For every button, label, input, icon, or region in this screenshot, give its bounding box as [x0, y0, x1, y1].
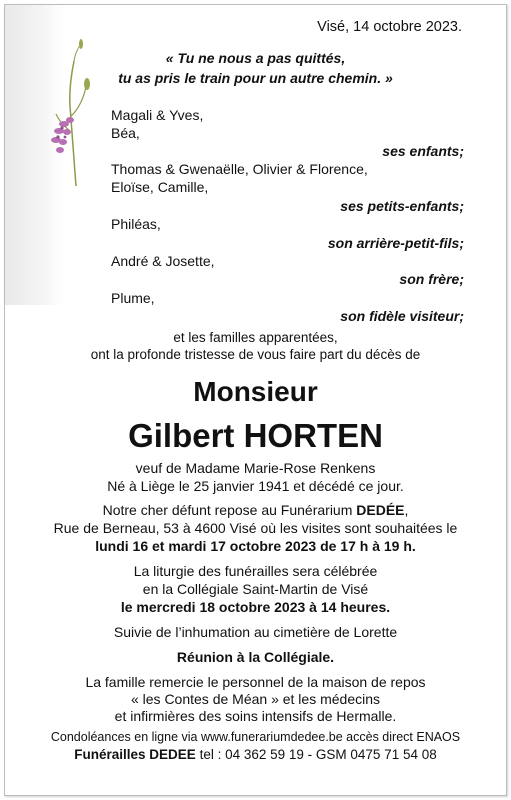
repose-comma: ,: [404, 502, 409, 518]
repose-line-1: [0, 502, 511, 518]
family-relation: son fidèle visiteur;: [340, 308, 464, 324]
family-names: Thomas & Gwenaëlle, Olivier & Florence,: [111, 161, 368, 177]
liturgy-line-1: La liturgie des funérailles sera célébrée: [133, 563, 378, 579]
company-name: Funérailles DEDEE: [74, 747, 196, 762]
condolences-line: Condoléances en ligne via www.funerariumdedee.be accès direct ENAOS: [50, 730, 461, 744]
liturgy-date: le mercredi 18 octobre 2023 à 14 heures.: [120, 599, 391, 615]
bio-line-1: veuf de Madame Marie-Rose Renkens: [135, 460, 376, 476]
quote-line-2: tu as pris le train pour un autre chemin. »: [118, 70, 393, 86]
burial-line: Suivie de l’inhumation au cimetière de Lorette: [113, 624, 398, 640]
funerarium-name: DEDÉE: [356, 502, 405, 518]
announcement-date: Visé, 14 octobre 2023.: [317, 19, 462, 35]
deceased-name: Gilbert HORTEN: [128, 417, 383, 454]
family-relation: son arrière-petit-fils;: [327, 235, 464, 251]
family-names: Magali & Yves,: [111, 107, 204, 123]
phone-numbers: tel : 04 362 59 19 - GSM 0475 71 54 08: [195, 747, 437, 762]
family-names: Philéas,: [111, 216, 161, 232]
family-names: Plume,: [111, 290, 155, 306]
family-relation: ses petits-enfants;: [340, 198, 464, 214]
family-relation: ses enfants;: [382, 143, 464, 159]
bio-line-2: Né à Liège le 25 janvier 1941 et décédé ce jour.: [107, 478, 404, 494]
announce-line-2: ont la profonde tristesse de vous faire part du décès de: [90, 347, 421, 362]
family-names: Eloïse, Camille,: [111, 179, 209, 195]
family-names: Béa,: [111, 125, 140, 141]
reunion-line: Réunion à la Collégiale.: [176, 649, 335, 665]
announce-line-1: et les familles apparentées,: [173, 330, 338, 345]
repose-text: Notre cher défunt repose au Funérarium: [102, 502, 357, 518]
family-relation: son frère;: [399, 271, 464, 287]
contact-line: [0, 747, 511, 762]
visiting-hours: lundi 16 et mardi 17 octobre 2023 de 17 h à 19 h.: [95, 538, 416, 554]
liturgy-line-2: en la Collégiale Saint-Martin de Visé: [142, 581, 369, 597]
deceased-title: Monsieur: [193, 376, 318, 407]
thanks-line-1: La famille remercie le personnel de la maison de repos: [85, 674, 426, 690]
family-names: André & Josette,: [111, 253, 215, 269]
thanks-line-3: et infirmières des soins intensifs de Hermalle.: [114, 708, 397, 724]
repose-line-2: Rue de Berneau, 53 à 4600 Visé où les visites sont souhaitées le: [53, 520, 458, 536]
quote-line-1: « Tu ne nous a pas quittés,: [165, 50, 346, 66]
thanks-line-2: « les Contes de Méan » et les médecins: [130, 691, 381, 707]
